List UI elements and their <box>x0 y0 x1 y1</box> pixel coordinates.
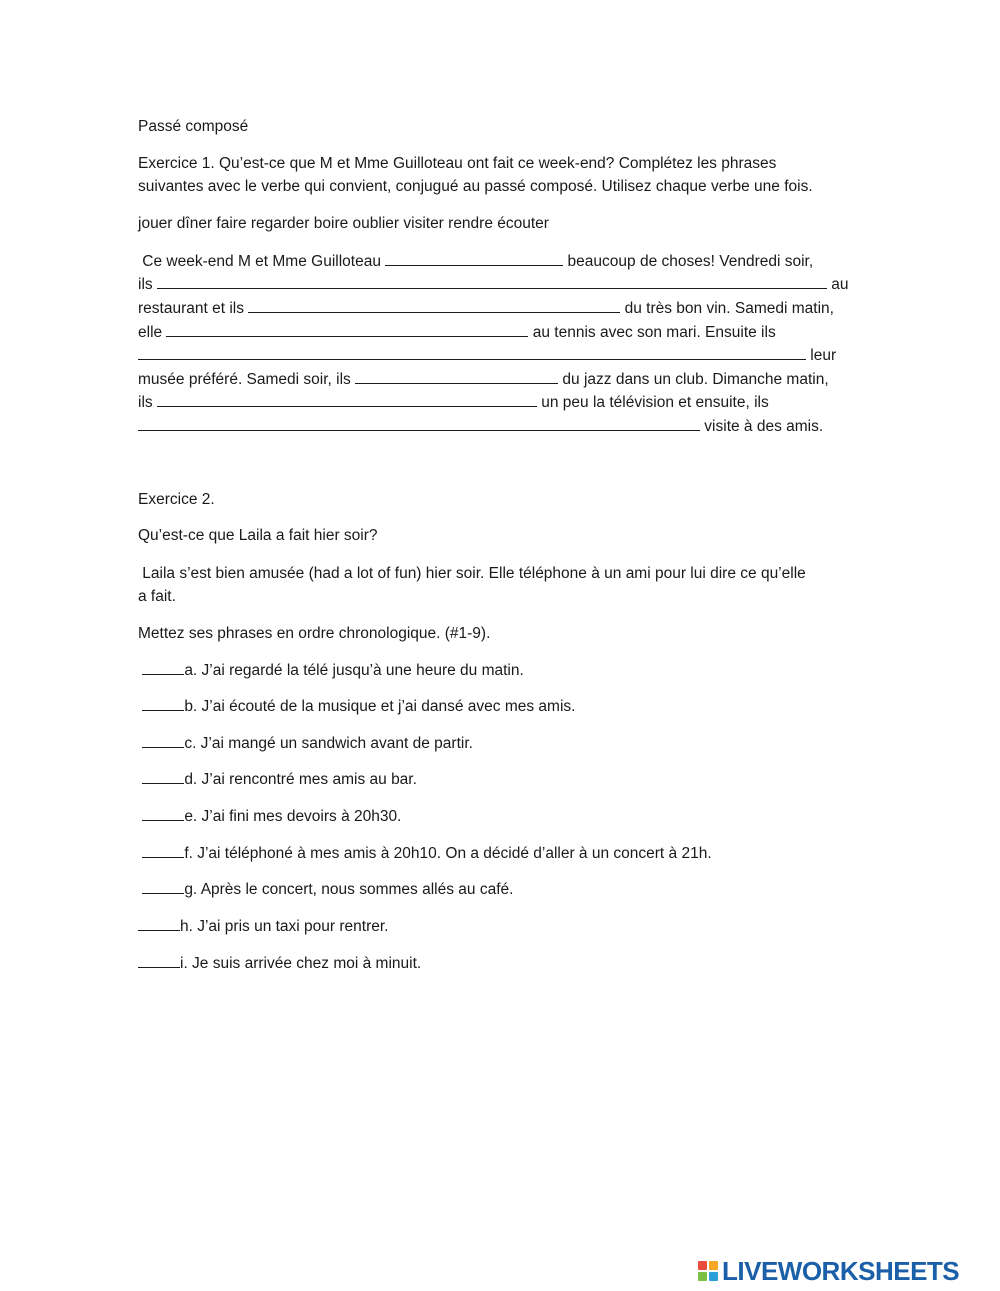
answer-blank-4[interactable] <box>166 322 528 337</box>
order-number-blank-e[interactable] <box>142 806 184 821</box>
ordering-item-text: d. J’ai rencontré mes amis au bar. <box>184 771 417 788</box>
paragraph-line-8 <box>138 416 823 437</box>
exercise2-context-line2: a fait. <box>138 588 176 605</box>
ordering-item-text: h. J’ai pris un taxi pour rentrer. <box>180 918 389 935</box>
paragraph-text: visite à des amis. <box>700 418 824 435</box>
answer-blank-1[interactable] <box>385 251 563 266</box>
order-number-blank-i[interactable] <box>138 953 180 968</box>
order-number-blank-b[interactable] <box>142 696 184 711</box>
paragraph-text: restaurant et ils <box>138 300 249 317</box>
logo-square-icon <box>698 1261 707 1270</box>
answer-blank-8[interactable] <box>138 416 700 431</box>
paragraph-text: du jazz dans un club. Dimanche matin, <box>558 371 829 388</box>
order-number-blank-d[interactable] <box>142 769 184 784</box>
paragraph-line-3 <box>138 298 834 319</box>
ordering-item-text: g. Après le concert, nous sommes allés au café. <box>184 881 514 898</box>
logo-squares-icon <box>698 1261 718 1281</box>
ordering-item-text: e. J’ai fini mes devoirs à 20h30. <box>184 808 402 825</box>
paragraph-line-5 <box>138 345 836 366</box>
exercise2-heading: Exercice 2. <box>138 491 215 508</box>
paragraph-line-2 <box>138 274 849 295</box>
ordering-item-a <box>138 660 524 681</box>
answer-blank-7[interactable] <box>157 392 537 407</box>
paragraph-text: Ce week-end M et Mme Guilloteau <box>138 253 386 270</box>
logo-square-icon <box>709 1272 718 1281</box>
ordering-item-text: b. J’ai écouté de la musique et j’ai dansé avec mes amis. <box>184 698 576 715</box>
exercise1-instructions-line2: suivantes avec le verbe qui convient, conjugué au passé composé. Utilisez chaque verbe une fois. <box>138 178 813 195</box>
page-title: Passé composé <box>138 118 249 135</box>
logo-square-icon <box>709 1261 718 1270</box>
order-number-blank-a[interactable] <box>142 660 184 675</box>
ordering-item-f <box>138 843 712 864</box>
paragraph-text: beaucoup de choses! Vendredi soir, <box>563 253 814 270</box>
word-bank: jouer dîner faire regarder boire oublier visiter rendre écouter <box>138 215 549 232</box>
exercise2-instruction: Mettez ses phrases en ordre chronologique. (#1-9). <box>138 625 491 642</box>
liveworksheets-logo <box>698 1257 959 1285</box>
answer-blank-3[interactable] <box>248 298 620 313</box>
ordering-item-c <box>138 733 473 754</box>
exercise2-question: Qu’est-ce que Laila a fait hier soir? <box>138 527 378 544</box>
ordering-item-text: f. J’ai téléphoné à mes amis à 20h10. On a décidé d’aller à un concert à 21h. <box>184 845 712 862</box>
paragraph-text: au tennis avec son mari. Ensuite ils <box>528 324 776 341</box>
ordering-item-e <box>138 806 401 827</box>
exercise1-instructions-line1: Exercice 1. Qu’est-ce que M et Mme Guilloteau ont fait ce week-end? Complétez les phrases <box>138 155 777 172</box>
logo-text: LIVEWORKSHEETS <box>722 1255 960 1286</box>
logo-square-icon <box>698 1272 707 1281</box>
paragraph-text: musée préféré. Samedi soir, ils <box>138 371 356 388</box>
paragraph-text: ils <box>138 394 157 411</box>
answer-blank-6[interactable] <box>355 369 558 384</box>
paragraph-line-4 <box>138 322 776 343</box>
order-number-blank-c[interactable] <box>142 733 184 748</box>
paragraph-text: leur <box>806 347 837 364</box>
ordering-item-g <box>138 879 513 900</box>
paragraph-line-7 <box>138 392 769 413</box>
ordering-item-text: c. J’ai mangé un sandwich avant de partir. <box>184 735 473 752</box>
paragraph-text: un peu la télévision et ensuite, ils <box>536 394 769 411</box>
exercise2-context-line1: Laila s’est bien amusée (had a lot of fun) hier soir. Elle téléphone à un ami pour lui dire ce qu’elle <box>138 565 806 582</box>
ordering-item-text: a. J’ai regardé la télé jusqu’à une heure du matin. <box>184 662 524 679</box>
answer-blank-2[interactable] <box>157 274 827 289</box>
ordering-item-h <box>138 916 389 937</box>
order-number-blank-f[interactable] <box>142 843 184 858</box>
paragraph-line-6 <box>138 369 829 390</box>
paragraph-line-1 <box>138 251 813 272</box>
ordering-item-d <box>138 769 417 790</box>
order-number-blank-h[interactable] <box>138 916 180 931</box>
ordering-item-text: i. Je suis arrivée chez moi à minuit. <box>180 955 422 972</box>
paragraph-text: elle <box>138 324 167 341</box>
paragraph-text: ils <box>138 276 157 293</box>
paragraph-text: au <box>826 276 849 293</box>
ordering-item-b <box>138 696 575 717</box>
order-number-blank-g[interactable] <box>142 879 184 894</box>
paragraph-text: du très bon vin. Samedi matin, <box>620 300 834 317</box>
ordering-item-i <box>138 953 421 974</box>
answer-blank-5[interactable] <box>138 345 806 360</box>
